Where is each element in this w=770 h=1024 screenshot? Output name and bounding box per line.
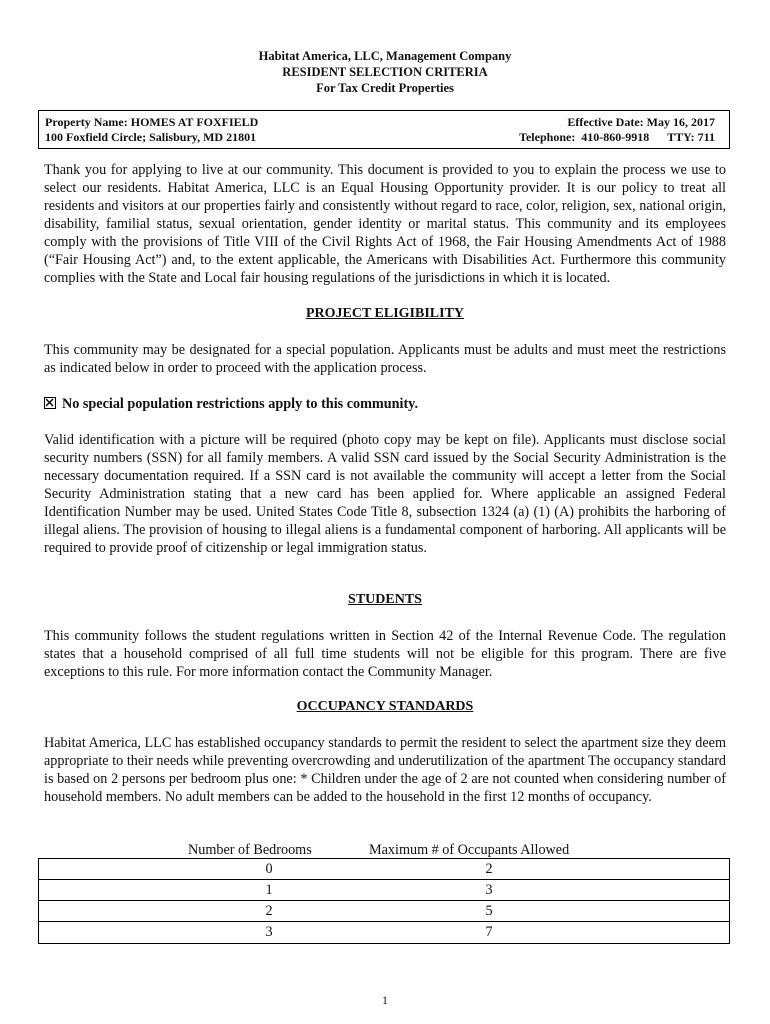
table-header-bedrooms: Number of Bedrooms bbox=[188, 842, 312, 858]
bedrooms-cell: 3 bbox=[265, 924, 273, 940]
special-population-option bbox=[44, 395, 418, 413]
students-paragraph: This community follows the student regulations written in Section 42 of the Internal Revenue Code. The regulation states that a household comprised of all full time students will not be eligible for this program. There are five exceptions to this rule. For more information contact the Community Manager. bbox=[44, 628, 726, 680]
company-heading: Habitat America, LLC, Management Company bbox=[258, 49, 512, 63]
occupants-cell: 7 bbox=[485, 924, 493, 940]
occupancy-standards-heading: OCCUPANCY STANDARDS bbox=[296, 699, 474, 714]
table-row bbox=[39, 921, 729, 944]
table-row bbox=[39, 858, 729, 880]
eligibility-paragraph: This community may be designated for a special population. Applicants must be adults and must meet the restrictions as indicated below in order to proceed with the application process. bbox=[44, 342, 726, 376]
identification-paragraph: Valid identification with a picture will be required (photo copy may be kept on file). Applicants must disclose social security numbers (SSN) for all family members. A valid SSN card issued by the Social Security Administration is the necessary documentation required. If a SSN card is not available the community will accept a letter from the Social Security Administration stating that a new card has been applied for. Where applicable an assigned Federal Identification Number may be used. United States Code Title 8, subsection 1324 (a) (1) (A) prohibits the harboring of illegal aliens. The provision of housing to illegal aliens is a fundamental component of harboring. All applicants will be required to provide proof of citizenship or legal immigration status. bbox=[44, 432, 726, 556]
project-eligibility-heading: PROJECT ELIGIBILITY bbox=[305, 306, 465, 321]
effective-date: Effective Date: May 16, 2017 bbox=[567, 115, 715, 129]
bedrooms-cell: 1 bbox=[265, 882, 273, 898]
intro-paragraph: Thank you for applying to live at our community. This document is provided to you to explain the process we use to select our residents. Habitat America, LLC is an Equal Housing Opportunity provider. It is our policy to treat all residents and visitors at our properties fairly and consistently without regard to race, color, religion, sex, national origin, disability, familial status, sexual orientation, gender identity or marital status. This community and its employees comply with the provisions of Title VIII of the Civil Rights Act of 1968, the Fair Housing Amendments Act of 1988 (“Fair Housing Act”) and, to the extent applicable, the Americans with Disabilities Act. Furthermore this community complies with the State and Local fair housing regulations of the jurisdictions in which it is located. bbox=[44, 162, 726, 286]
checkbox-label: No special population restrictions apply to this community. bbox=[62, 396, 419, 412]
document-title: RESIDENT SELECTION CRITERIA bbox=[282, 65, 488, 79]
occupants-cell: 3 bbox=[485, 882, 493, 898]
page-number: 1 bbox=[382, 993, 388, 1007]
table-row bbox=[39, 900, 729, 922]
occupants-cell: 5 bbox=[485, 903, 493, 919]
property-address: 100 Foxfield Circle; Salisbury, MD 21801 bbox=[45, 130, 257, 144]
table-header-occupants: Maximum # of Occupants Allowed bbox=[369, 842, 570, 858]
bedrooms-cell: 2 bbox=[265, 903, 273, 919]
checked-box-icon[interactable] bbox=[44, 397, 56, 409]
occupancy-paragraph: Habitat America, LLC has established occupancy standards to permit the resident to select the apartment size they deem appropriate to their needs while preventing overcrowding and underutilization of the apartment The occupancy standard is based on 2 persons per bedroom plus one: * Children under the age of 2 are not counted when considering number of household members. No adult members can be added to the household in the first 12 months of occupancy. bbox=[44, 735, 726, 805]
occupancy-table bbox=[38, 858, 730, 944]
students-heading: STUDENTS bbox=[348, 592, 422, 607]
occupants-cell: 2 bbox=[485, 861, 493, 877]
document-subtitle: For Tax Credit Properties bbox=[316, 81, 454, 95]
property-telephone: Telephone: 410-860-9918 TTY: 711 bbox=[519, 130, 715, 144]
property-name: Property Name: HOMES AT FOXFIELD bbox=[45, 115, 259, 129]
bedrooms-cell: 0 bbox=[265, 861, 273, 877]
property-info-box bbox=[38, 110, 730, 149]
table-row bbox=[39, 879, 729, 901]
